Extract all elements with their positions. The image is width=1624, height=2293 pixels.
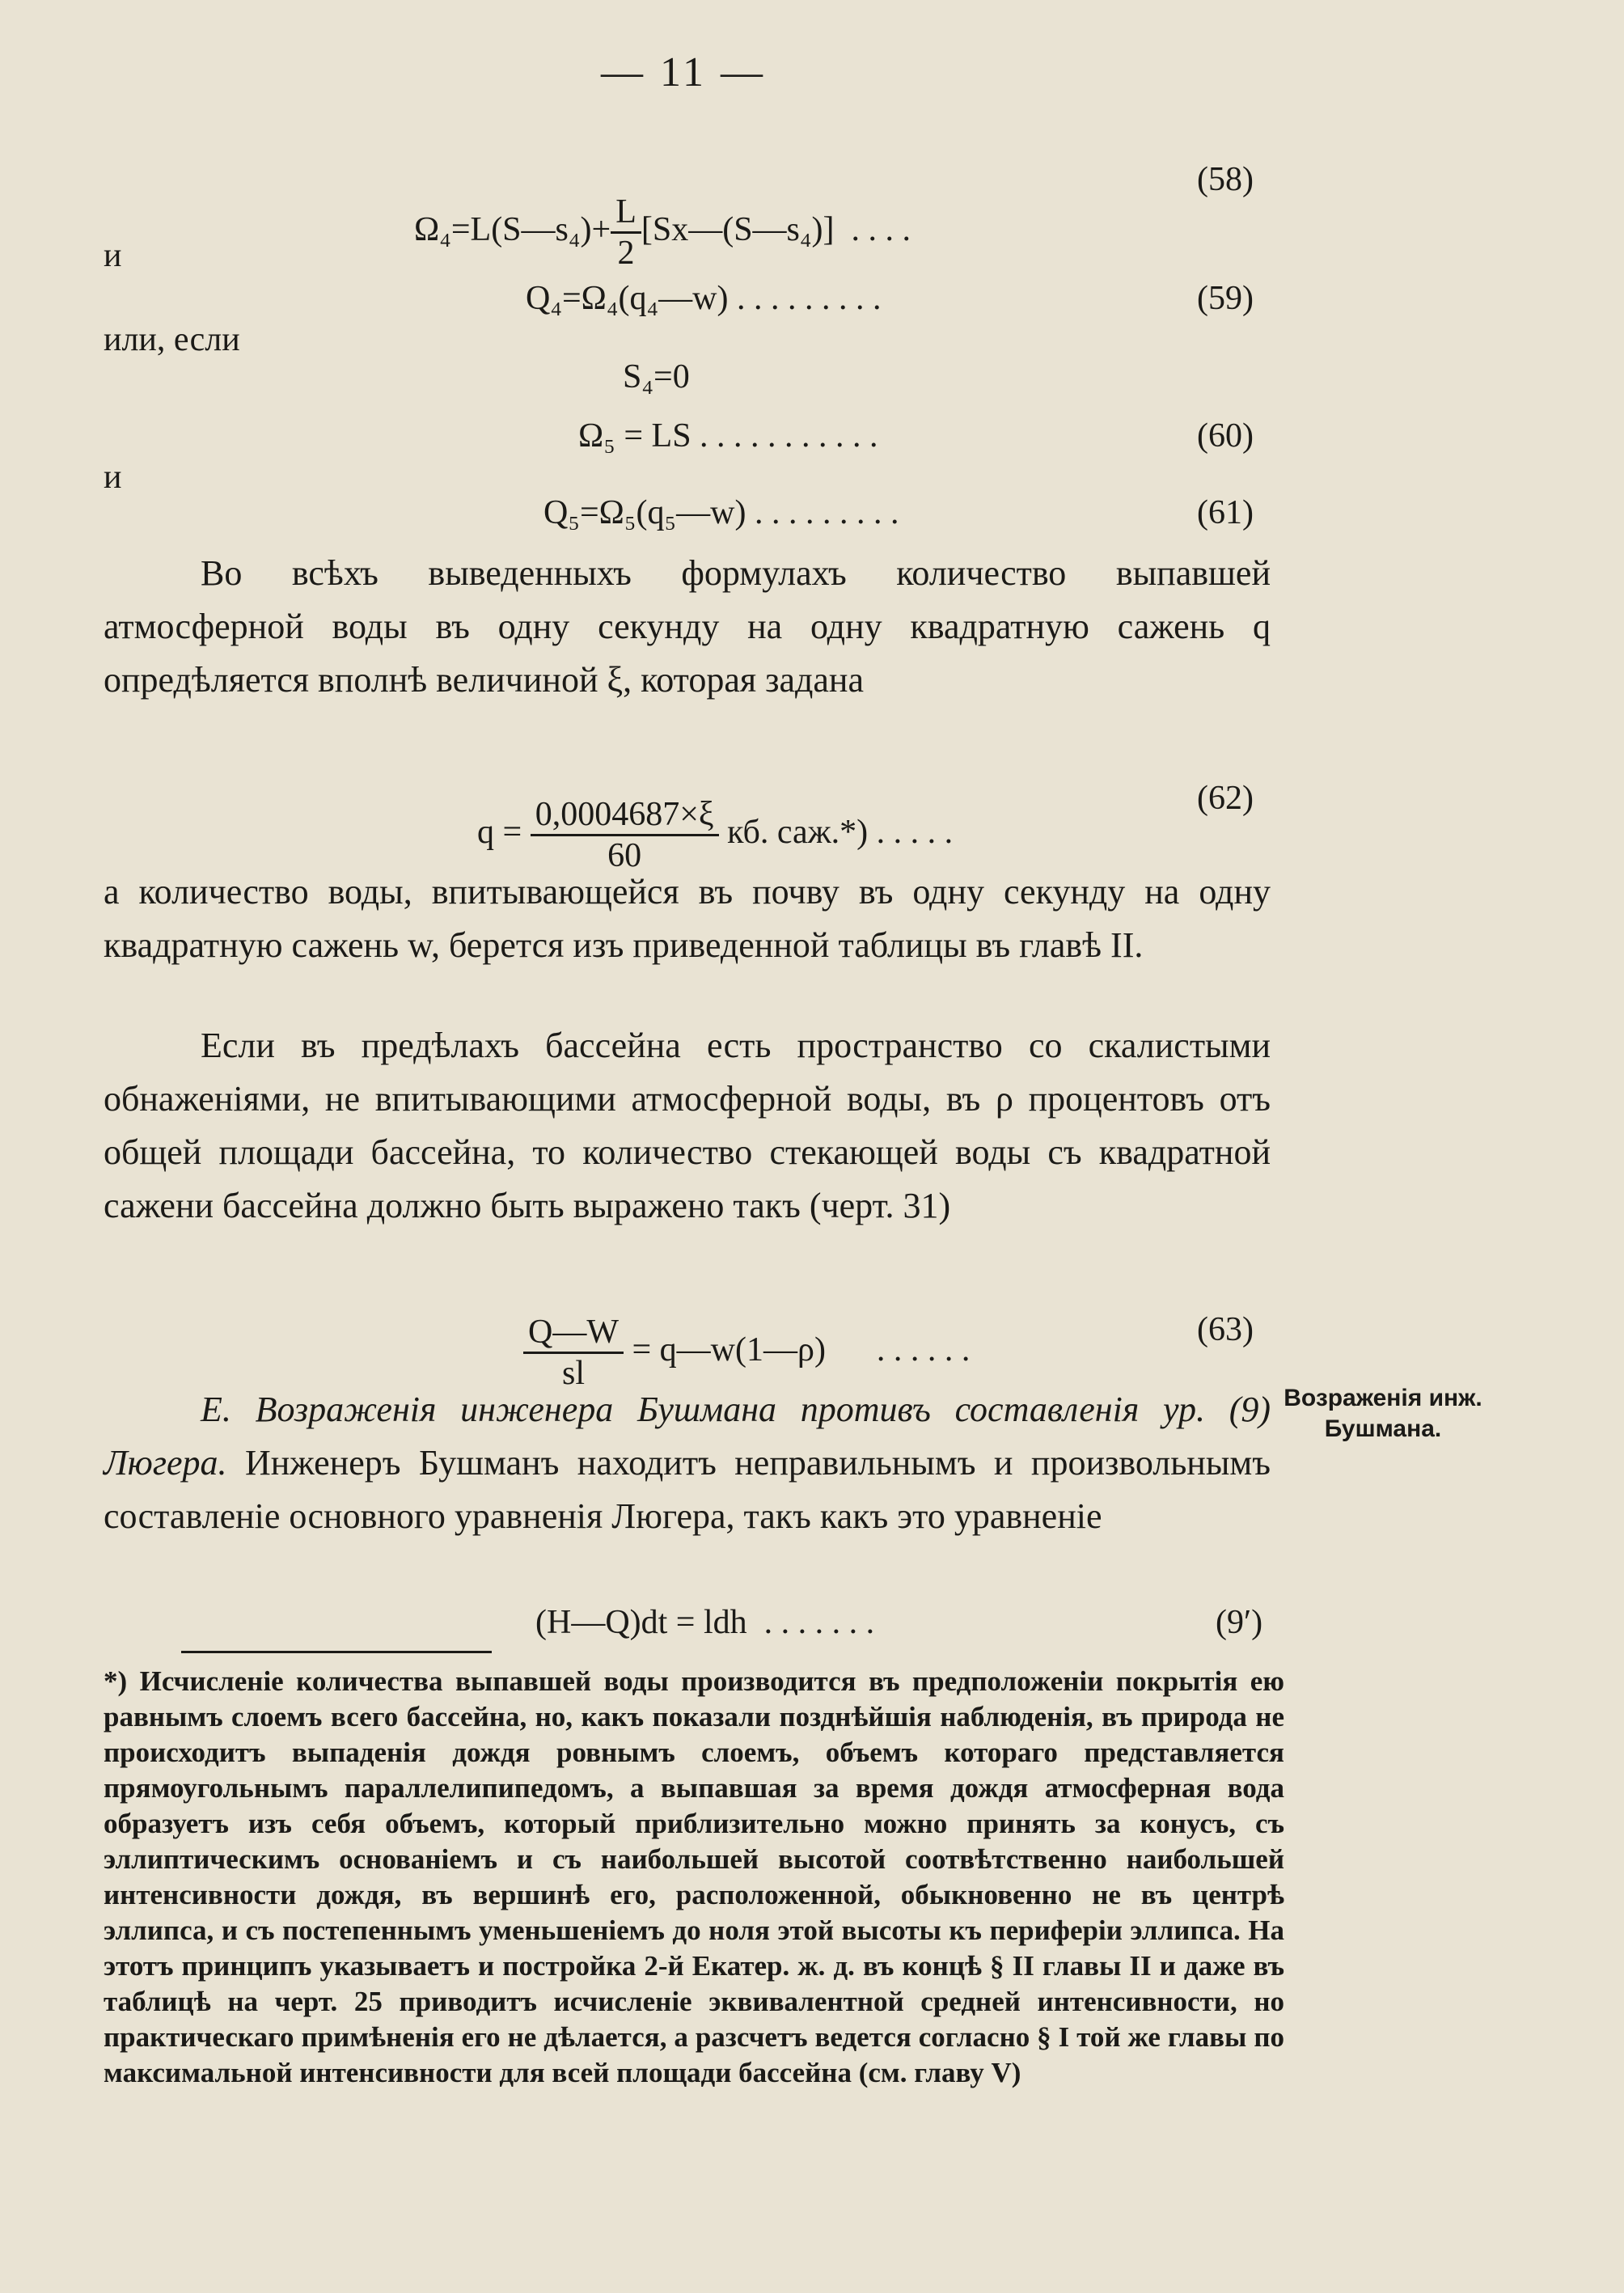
paragraph-4-text [104,1383,1271,1543]
condition-s4: S₄=0 [623,358,690,396]
footnote: *) Исчисленіе количества выпавшей воды производится въ предположеніи покрытія ею равнымъ слоемъ всего бассейна, но, какъ показали позднѣйшія наблюденія, въ природа не происходитъ выпаденія дождя ровнымъ слоемъ, объемъ котораго представляется прямоугольнымъ параллелипипедомъ, а выпавшая за время дождя атмосферная вода образуетъ изъ себя объемъ, который приблизительно можно принять за конусъ, съ эллиптическимъ основаніемъ и съ наибольшей высотой соотвѣтственно наибольшей интенсивности дождя, въ вершинѣ его, расположенной, обыкновенно не въ центрѣ эллипса, и съ постепеннымъ уменьшеніемъ до ноля этой высоты къ периферіи эллипса. На этотъ принципъ указываетъ и постройка 2-й Екатер. ж. д. въ концѣ § II главы II и даже въ таблицѣ на черт. 25 приводитъ исчисленіе эквивалентной средней интенсивности, но практическаго примѣненія его не дѣлается, а разсчетъ ведется согласно § I той же главы по максимальной интенсивности для всей площади бассейна (см. главу V) [104,1665,1284,2088]
page-number: — 11 — [600,49,767,95]
eq63-number: (63) [1197,1311,1254,1348]
eq62-frac-den: 60 [607,837,642,874]
equation-60: Ω₅ = LS . . . . . . . . . . . [578,417,878,455]
paragraph-4-rest: Инженеръ Бушманъ находитъ неправильнымъ и произвольнымъ составленіе основного уравненія Люгера, такъ какъ это уравненіе [104,1443,1271,1536]
paragraph-1-text: Во всѣхъ выведенныхъ формулахъ количество выпавшей атмосферной воды въ одну секунду на одну квадратную сажень q опредѣляется вполнѣ величиной ξ, которая задана [104,553,1271,700]
eq63-frac-den: sl [561,1355,585,1392]
word-and-2: и [104,459,122,496]
eq62-number: (62) [1197,780,1254,817]
eq58-frac-num: L [611,192,641,234]
word-and-1: и [104,237,122,274]
margin-note: Возраженія инж. Бушмана. [1284,1385,1482,1442]
eq58-fraction [611,192,641,273]
eq58-right: [Sx—(S—s₄)] . . . . [641,211,911,249]
eq62-fraction [531,795,719,875]
eq58-left: Ω₄=L(S—s₄)+ [414,211,611,249]
paragraph-2 [104,865,1271,972]
eq9-number: (9′) [1216,1604,1263,1641]
paragraph-3 [104,1019,1271,1233]
equation-59: Q₄=Ω₄(q₄—w) . . . . . . . . . [526,280,882,317]
footnote-divider [181,1651,492,1653]
eq61-number: (61) [1197,494,1254,531]
eq62-left: q = [477,814,522,852]
paragraph-1 [104,547,1271,707]
equation-9-prime: (H—Q)dt = ldh . . . . . . . [535,1604,875,1641]
eq63-right: = q—w(1—ρ) . . . . . . [632,1331,971,1369]
eq63-frac-num: Q—W [523,1313,624,1354]
paragraph-4 [104,1383,1271,1543]
equation-61: Q₅=Ω₅(q₅—w) . . . . . . . . . [543,494,899,531]
eq62-frac-num: 0,0004687×ξ [531,795,719,836]
eq58-number: (58) [1197,161,1254,198]
word-or-if: или, если [104,321,240,358]
paragraph-2-text: а количество воды, впитывающейся въ почву въ одну секунду на одну квадратную сажень w, берется изъ приведенной таблицы въ главѣ II. [104,872,1271,965]
eq58-frac-den: 2 [617,235,635,272]
eq62-right: кб. саж.*) . . . . . [727,814,954,852]
eq63-fraction [523,1313,624,1393]
eq60-number: (60) [1197,417,1254,455]
section-heading-e: Е. Возраженія инженера Бушмана противъ составленія ур. (9) Люгера. [104,1390,1271,1483]
eq59-number: (59) [1197,280,1254,317]
paragraph-3-text: Если въ предѣлахъ бассейна есть пространство со скалистыми обнаженіями, не впитывающими атмосферной воды, въ ρ процентовъ отъ общей площади бассейна, то количество стекающей воды съ квадратной сажени бассейна должно быть выражено такъ (черт. 31) [104,1026,1271,1225]
